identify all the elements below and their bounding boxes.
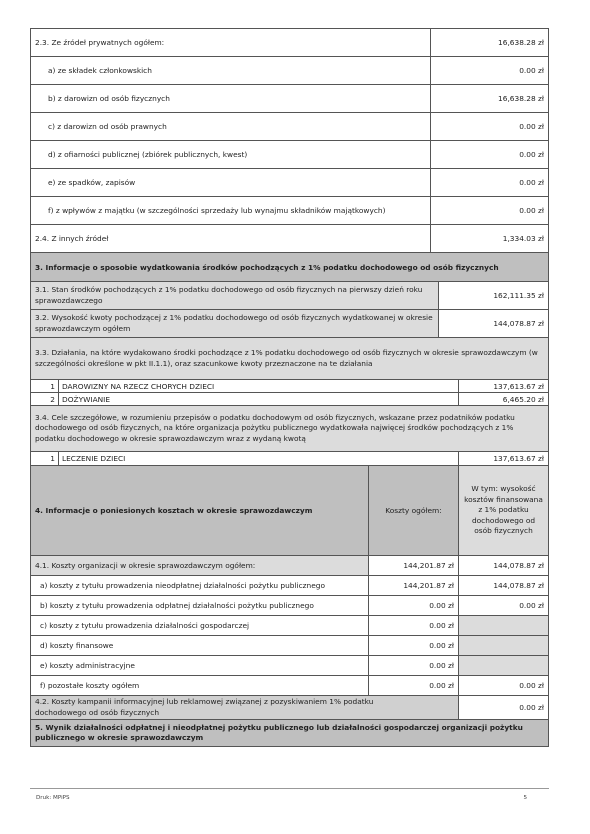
section-4-header	[30, 465, 549, 555]
row-total: 144,201.87 zł	[368, 556, 458, 575]
page-number: 5	[523, 795, 527, 801]
row-label: f) z wpływów z majątku (w szczególności sprzedaży lub wynajmu składników majątkowych)	[48, 206, 386, 215]
column-header-total: Koszty ogółem:	[368, 466, 458, 555]
row-label: 2.4. Z innych źródeł	[35, 234, 109, 243]
row-4-1-b	[30, 595, 549, 615]
row-3-2	[30, 309, 549, 337]
row-total: 144,201.87 zł	[368, 576, 458, 595]
report-table	[30, 28, 549, 747]
action-row	[30, 392, 549, 405]
row-pct-empty	[458, 616, 548, 635]
row-value: 0.00 zł	[458, 696, 548, 719]
row-2-3	[30, 28, 549, 56]
action-name: DAROWIZNY NA RZECZ CHORYCH DZIECI	[58, 380, 458, 392]
row-total: 0.00 zł	[368, 596, 458, 615]
action-value: 6,465.20 zł	[458, 393, 548, 405]
row-total: 0.00 zł	[368, 676, 458, 695]
row-2-3-d	[30, 140, 549, 168]
row-4-1-e	[30, 655, 549, 675]
row-value: 0.00 zł	[430, 197, 548, 224]
goal-row	[30, 451, 549, 465]
row-total: 0.00 zł	[368, 616, 458, 635]
row-label: e) koszty administracyjne	[40, 661, 135, 670]
row-4-2	[30, 695, 549, 719]
row-total: 0.00 zł	[368, 656, 458, 675]
row-4-1	[30, 555, 549, 575]
row-label: 2.3. Ze źródeł prywatnych ogółem:	[35, 38, 165, 47]
row-label: e) ze spadków, zapisów	[48, 178, 136, 187]
row-value: 1,334.03 zł	[430, 225, 548, 252]
section-title: 4. Informacje o poniesionych kosztach w okresie sprawozdawczym	[35, 506, 313, 515]
row-2-3-a	[30, 56, 549, 84]
row-pct: 0.00 zł	[458, 676, 548, 695]
row-total: 0.00 zł	[368, 636, 458, 655]
row-value: 0.00 zł	[430, 169, 548, 196]
section-title: 3. Informacje o sposobie wydatkowania środków pochodzących z 1% podatku dochodowego od osób fizycznych	[35, 262, 499, 272]
row-label: b) z darowizn od osób fizycznych	[48, 94, 170, 103]
row-3-4	[30, 405, 549, 451]
row-label: d) koszty finansowe	[40, 641, 114, 650]
row-pct: 0.00 zł	[458, 596, 548, 615]
row-pct: 144,078.87 zł	[458, 556, 548, 575]
action-name: DOŻYWIANIE	[58, 393, 458, 405]
row-value: 162,111.35 zł	[438, 282, 548, 309]
row-label: 3.4. Cele szczegółowe, w rozumieniu przepisów o podatku dochodowym od osób fizycznych, wskazane przez podatników podatku dochodowego od osób fizycznych, na które organizacja pożytku publicznego wydatkowała najwięcej środków pochodzących z 1% podatku dochodowego w okresie sprawozdawczym wraz z wydaną kwotą	[35, 412, 515, 443]
action-row	[30, 379, 549, 392]
row-2-3-c	[30, 112, 549, 140]
row-2-3-e	[30, 168, 549, 196]
row-value: 0.00 zł	[430, 57, 548, 84]
row-label: d) z ofiarności publicznej (zbiórek publicznych, kwest)	[48, 150, 248, 159]
row-label: a) koszty z tytułu prowadzenia nieodpłatnej działalności pożytku publicznego	[40, 581, 325, 590]
row-4-1-c	[30, 615, 549, 635]
goal-value: 137,613.67 zł	[458, 452, 548, 465]
section-3-header	[30, 252, 549, 281]
row-3-3	[30, 337, 549, 379]
section-title: 5. Wynik działalności odpłatnej i nieodpłatnej pożytku publicznego lub działalności gospodarczej organizacji pożytku publicznego w okresie sprawozdawczym	[35, 722, 523, 742]
row-label: 3.3. Działania, na które wydakowano środki pochodzące z 1% podatku dochodowego od osób fizycznych w okresie sprawozdawczym (w szczególności określone w pkt II.1.1), oraz szacunkowe kwoty przeznaczone na te działania	[35, 348, 538, 368]
row-2-3-b	[30, 84, 549, 112]
row-4-1-a	[30, 575, 549, 595]
action-number: 2	[50, 394, 55, 404]
row-pct-empty	[458, 636, 548, 655]
footer-print-label: Druk: MPiPS	[36, 795, 70, 801]
goal-name: LECZENIE DZIECI	[58, 452, 458, 465]
column-header-pct: W tym: wysokość kosztów finansowana z 1% podatku dochodowego od osób fizycznych	[458, 466, 548, 555]
row-value: 16,638.28 zł	[430, 85, 548, 112]
row-value: 0.00 zł	[430, 113, 548, 140]
row-3-1	[30, 281, 549, 309]
row-value: 16,638.28 zł	[430, 29, 548, 56]
row-value: 144,078.87 zł	[438, 310, 548, 337]
row-label: a) ze składek członkowskich	[48, 66, 152, 75]
action-number: 1	[50, 381, 55, 391]
action-value: 137,613.67 zł	[458, 380, 548, 392]
row-pct-empty	[458, 656, 548, 675]
page-footer	[30, 788, 549, 801]
section-5-header	[30, 719, 549, 747]
row-label: c) z darowizn od osób prawnych	[48, 122, 167, 131]
row-4-1-d	[30, 635, 549, 655]
row-pct: 144,078.87 zł	[458, 576, 548, 595]
row-label: f) pozostałe koszty ogółem	[40, 681, 140, 690]
row-label: 3.1. Stan środków pochodzących z 1% podatku dochodowego od osób fizycznych na pierwszy dzień roku sprawozdawczego	[31, 282, 438, 309]
row-label: 3.2. Wysokość kwoty pochodzącej z 1% podatku dochodowego od osób fizycznych wydatkowanej w okresie sprawozdawczym ogółem	[31, 310, 438, 337]
row-2-4	[30, 224, 549, 252]
row-label: 4.1. Koszty organizacji w okresie sprawozdawczym ogółem:	[31, 556, 368, 575]
row-label: b) koszty z tytułu prowadzenia odpłatnej działalności pożytku publicznego	[40, 601, 314, 610]
goal-number: 1	[50, 454, 55, 463]
row-label: 4.2. Koszty kampanii informacyjnej lub reklamowej związanej z pozyskiwaniem 1% podatku dochodowego od osób fizycznych	[31, 696, 458, 719]
row-4-1-f	[30, 675, 549, 695]
row-label: c) koszty z tytułu prowadzenia działalności gospodarczej	[40, 621, 250, 630]
row-value: 0.00 zł	[430, 141, 548, 168]
row-2-3-f	[30, 196, 549, 224]
